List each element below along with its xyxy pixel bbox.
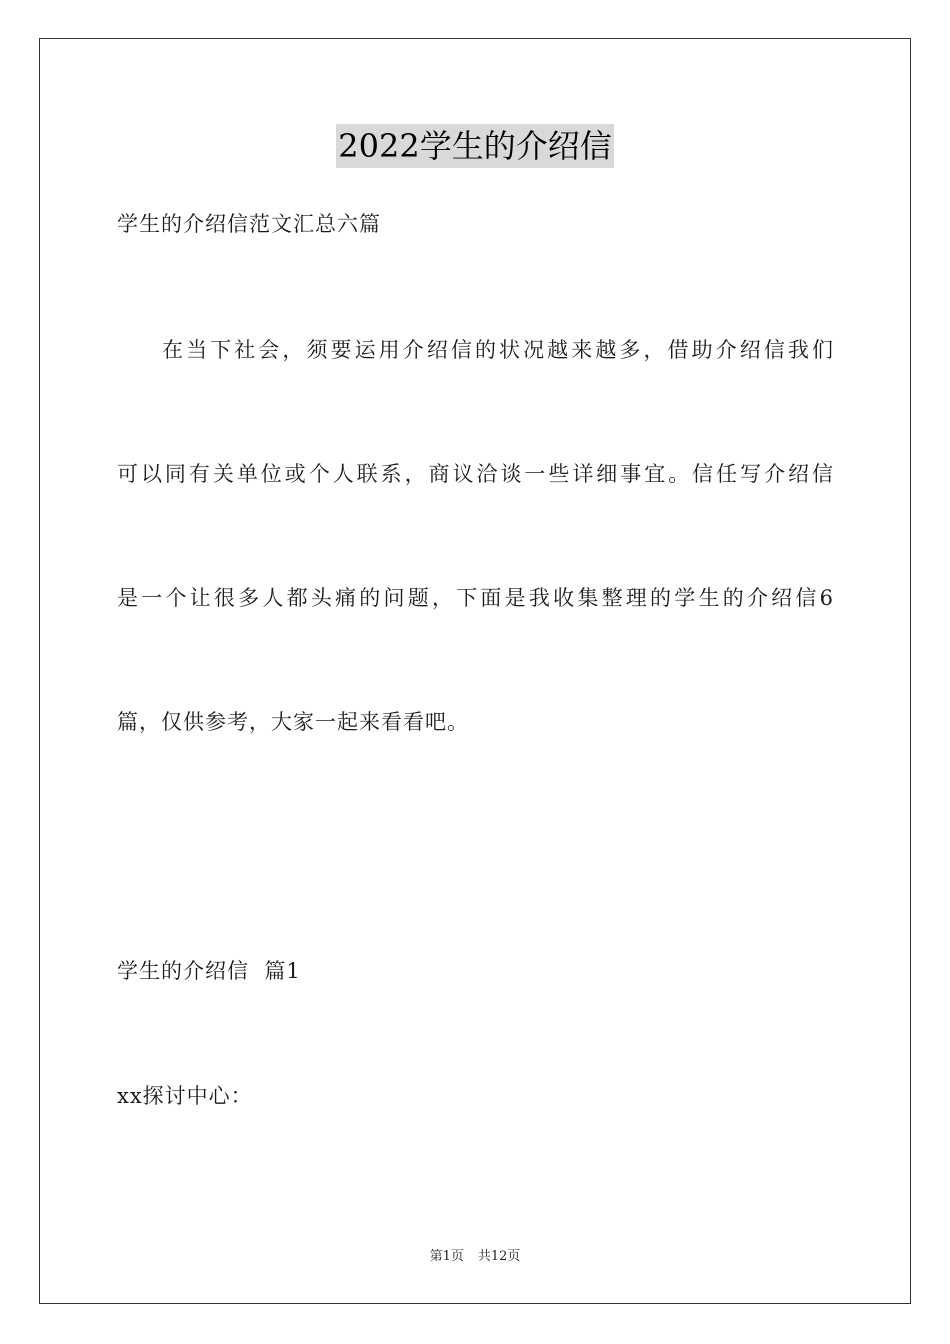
title-container: [0, 124, 950, 168]
intro-line-3: 是一个让很多人都头痛的问题，下面是我收集整理的学生的介绍信6: [117, 586, 833, 610]
intro-line-4: 篇，仅供参考，大家一起来看看吧。: [117, 710, 469, 734]
document-title: 2022学生的介绍信: [336, 124, 613, 168]
page-number: 第1页: [429, 1249, 464, 1264]
document-subtitle: 学生的介绍信范文汇总六篇: [117, 212, 381, 236]
page-total: 共12页: [477, 1249, 521, 1264]
intro-line-1: 在当下社会，须要运用介绍信的状况越来越多，借助介绍信我们: [162, 338, 833, 362]
section-heading: 学生的介绍信 篇1: [117, 959, 301, 983]
intro-line-2: 可以同有关单位或个人联系，商议洽谈一些详细事宜。信任写介绍信: [117, 462, 833, 486]
salutation: xx探讨中心：: [117, 1084, 253, 1108]
page-footer: [0, 1248, 950, 1266]
